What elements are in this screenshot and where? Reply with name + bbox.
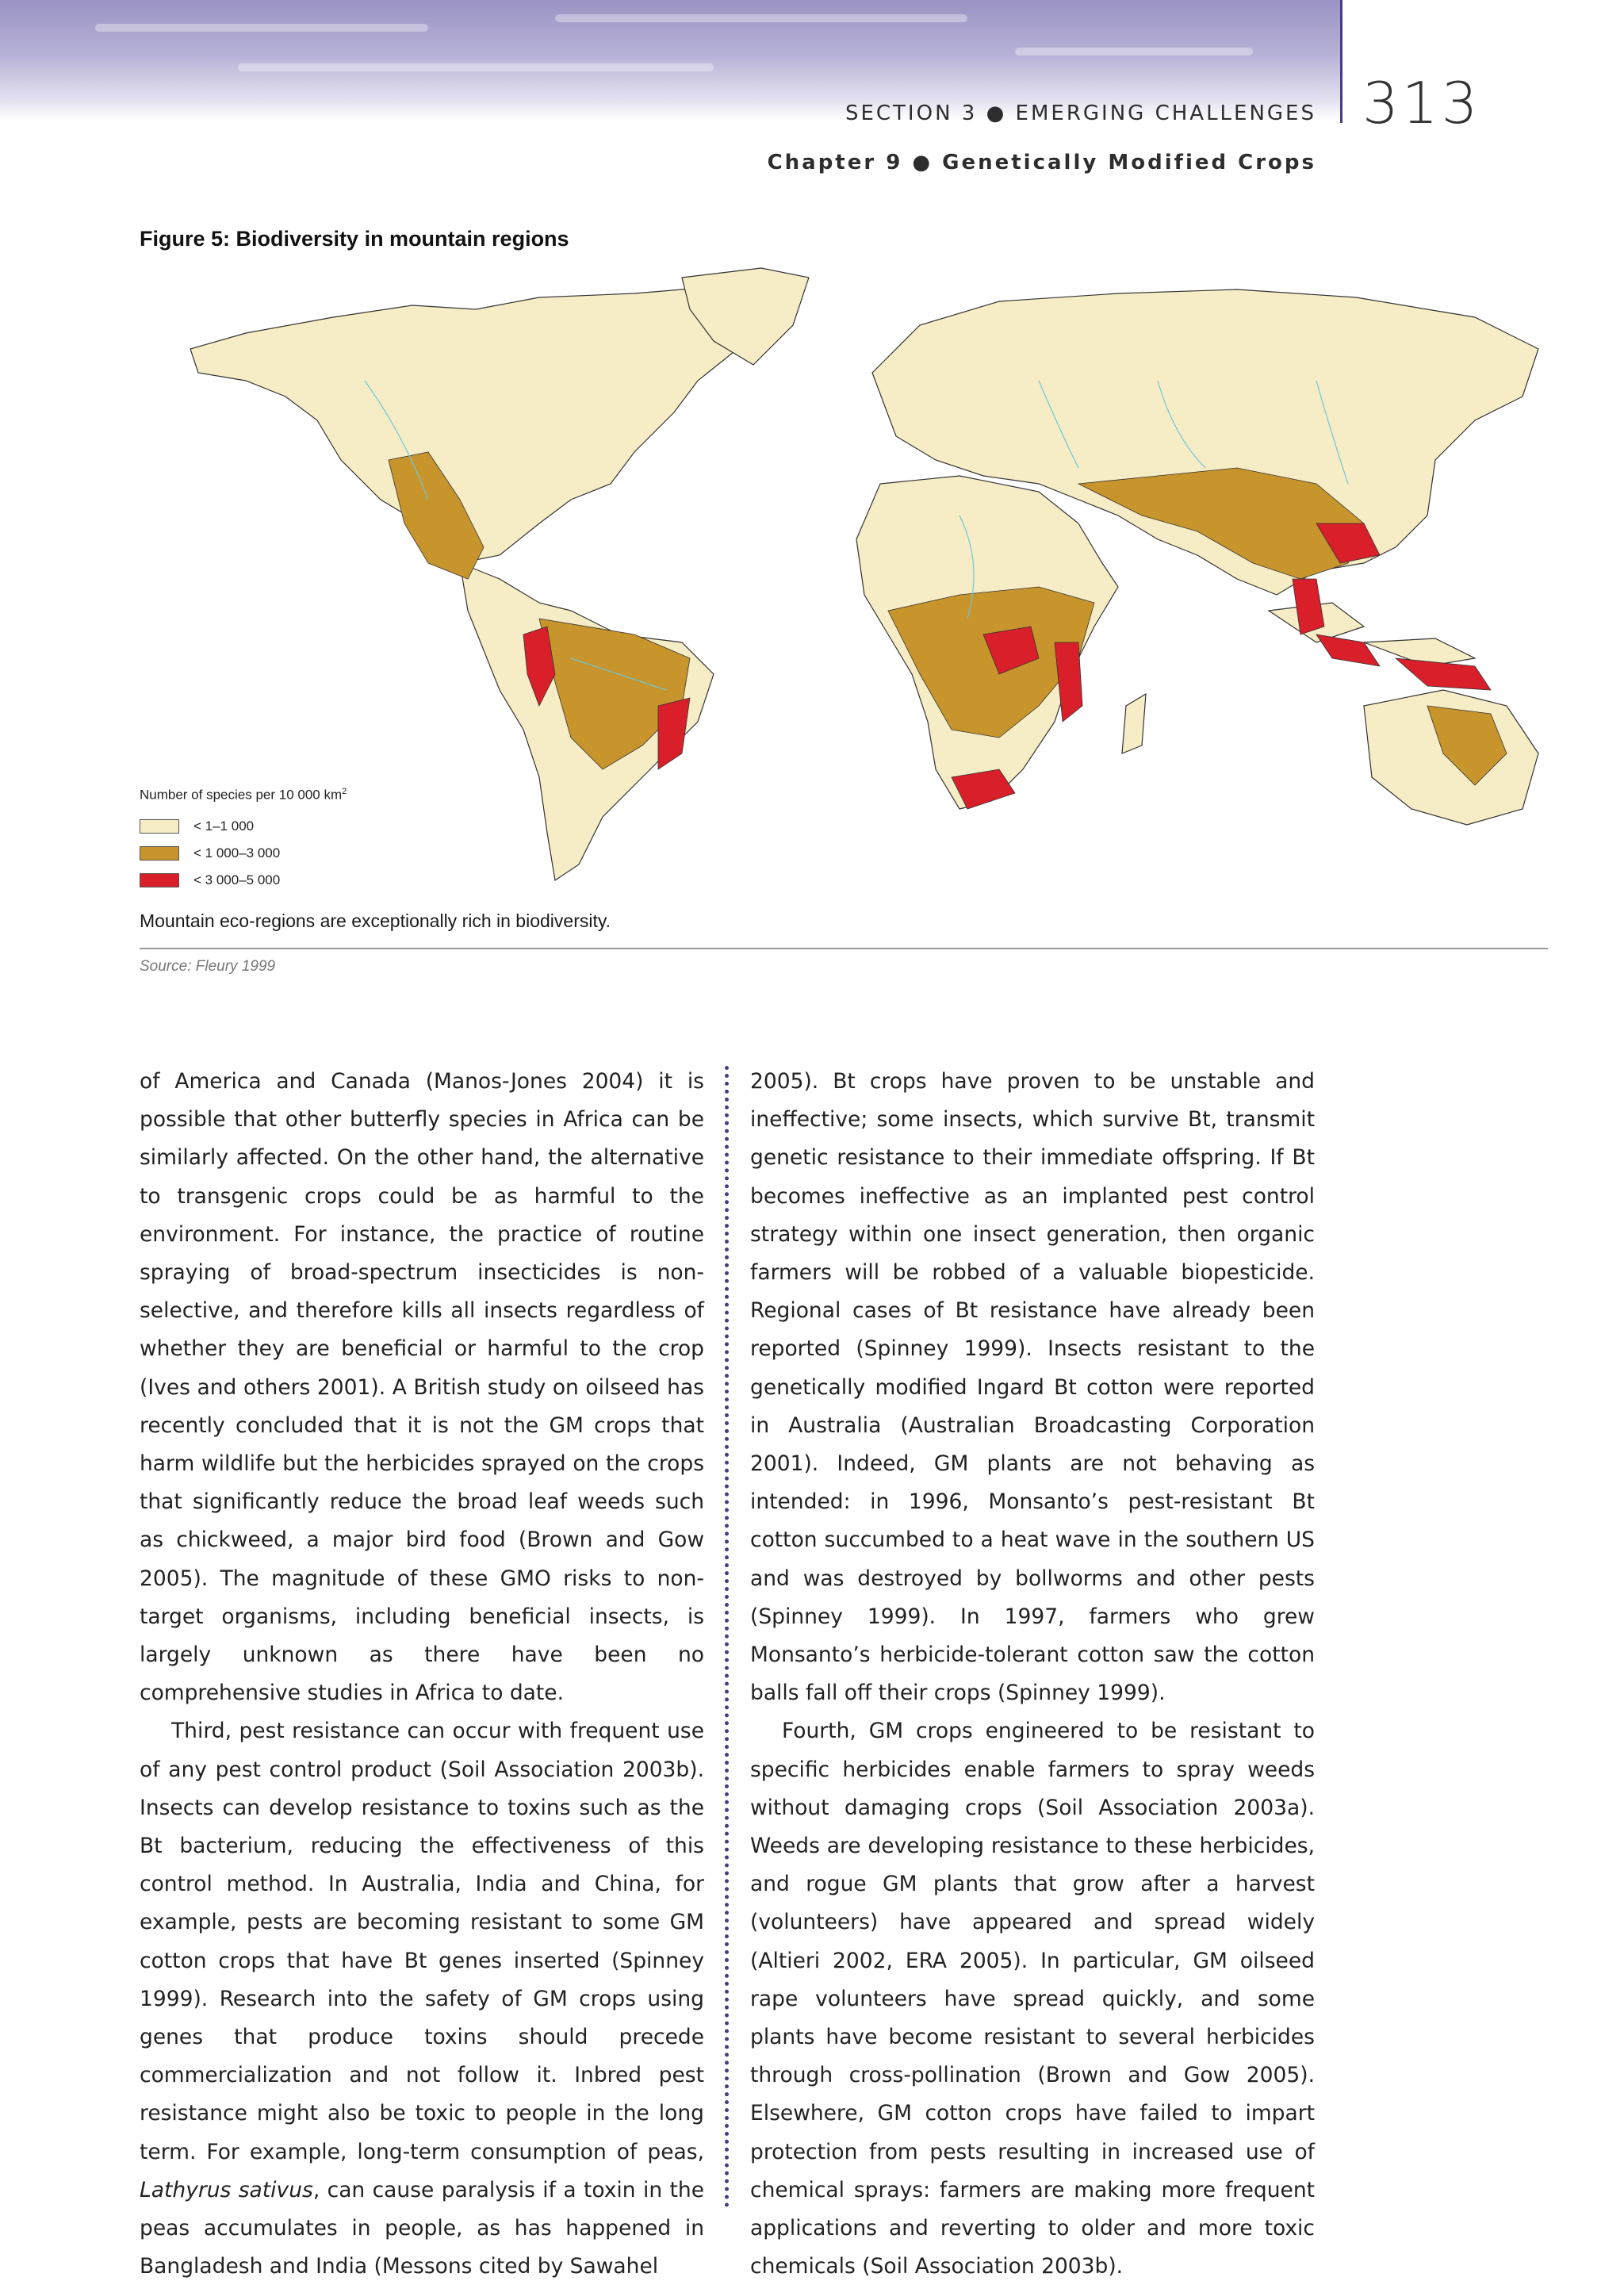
legend-label: < 1 000–3 000 (193, 845, 281, 861)
legend-item (140, 867, 347, 894)
legend-label: < 1–1 000 (193, 818, 255, 834)
left-column (140, 1063, 704, 2286)
body-paragraph: 2005). Bt crops have proven to be unstable and ineffective; some insects, which survive Bt, transmit genetic resistance to their immediate offspring. If Bt becomes ineffective as an implanted pest control strategy within one insect generation, then organic farmers will be robbed of a valuable biopesticide. Regional cases of Bt resistance have already been reported (Spinney 1999). Insects resistant to the genetically modified Ingard Bt cotton were reported in Australia (Australian Broadcasting Corporation 2001). Indeed, GM plants are not behaving as intended: in 1996, Monsanto’s pest-resistant Bt cotton succumbed to a heat wave in the southern US and was destroyed by bollworms and other pests (Spinney 1999). In 1997, farmers who grew Monsanto’s herbicide-tolerant cotton saw the cotton balls fall off their crops (Spinney 1999). (750, 1069, 1315, 1706)
legend-label: < 3 000–5 000 (193, 872, 281, 887)
species-name: Lathyrus sativus (140, 2177, 313, 2202)
legend-item (140, 840, 347, 867)
right-column (750, 1063, 1315, 2286)
figure-caption: Mountain eco-regions are exceptionally rich in biodiversity. (140, 910, 611, 931)
legend-swatch-high (140, 873, 179, 887)
column-divider (725, 1066, 729, 2208)
header-rule (1340, 0, 1342, 123)
caption-rule (140, 948, 1548, 949)
page-number: 313 (1362, 70, 1481, 136)
body-paragraph: of America and Canada (Manos-Jones 2004) it is possible that other butterfly species in Africa can be similarly affected. On the other hand, the alternative to transgenic crops could be as harmful to the environment. For instance, the practice of routine spraying of broad-spectrum insecticides is non-selective, and therefore kills all insects regardless of whether they are beneficial or harmful to the crop (Ives and others 2001). A British study on oilseed has recently concluded that it is not the GM crops that harm wildlife but the herbicides sprayed on the crops that significantly reduce the broad leaf weeds such as chickweed, a major bird food (Brown and Gow 2005). The magnitude of these GMO risks to non-target organisms, including beneficial insects, is largely unknown as there have been no comprehensive studies in Africa to date. (140, 1069, 704, 1706)
section-heading: SECTION 3 ● EMERGING CHALLENGES (845, 102, 1316, 125)
legend-swatch-medium (140, 846, 179, 861)
figure-title: Figure 5: Biodiversity in mountain regions (140, 227, 569, 251)
chapter-heading: Chapter 9 ● Genetically Modified Crops (767, 151, 1316, 174)
map-legend (140, 787, 347, 894)
legend-swatch-low (140, 819, 179, 834)
body-paragraph: Fourth, GM crops engineered to be resistant to specific herbicides enable farmers to spray weeds without damaging crops (Soil Association 2003a). Weeds are developing resistance to these herbicides, and rogue GM plants that grow after a harvest (volunteers) have appeared and spread widely (Altieri 2002, ERA 2005). In particular, GM oilseed rape volunteers have spread quickly, and some plants have become resistant to several herbicides through cross-pollination (Brown and Gow 2005). Elsewhere, GM cotton crops have failed to impart protection from pests resulting in increased use of chemical sprays: farmers are making more frequent applications and reverting to older and more toxic chemicals (Soil Association 2003b). (750, 1719, 1315, 2279)
legend-title: Number of species per 10 000 $km^2$ (140, 787, 347, 803)
madagascar-landmass (1122, 694, 1146, 753)
body-paragraph: Third, pest resistance can occur with frequent use of any pest control product (Soil Association 2003b). Insects can develop resistance to toxins such as the Bt bacterium, reducing the effectiveness of this control method. In Australia, India and China, for example, pests are becoming resistant to some GM cotton crops that have Bt genes inserted (Spinney 1999). Research into the safety of GM crops using genes that produce toxins should precede commercialization and not follow it. Inbred pest resistance might also be toxic to people in the long term. For example, long-term consumption of peas, Lathyrus sativus, can cause paralysis if a toxin in the peas accumulates in people, as has happened in Bangladesh and India (Messons cited by Sawahel (140, 1719, 704, 2279)
north-america-landmass (190, 286, 761, 563)
figure-source: Source: Fleury 1999 (140, 958, 276, 975)
legend-item (140, 813, 347, 840)
